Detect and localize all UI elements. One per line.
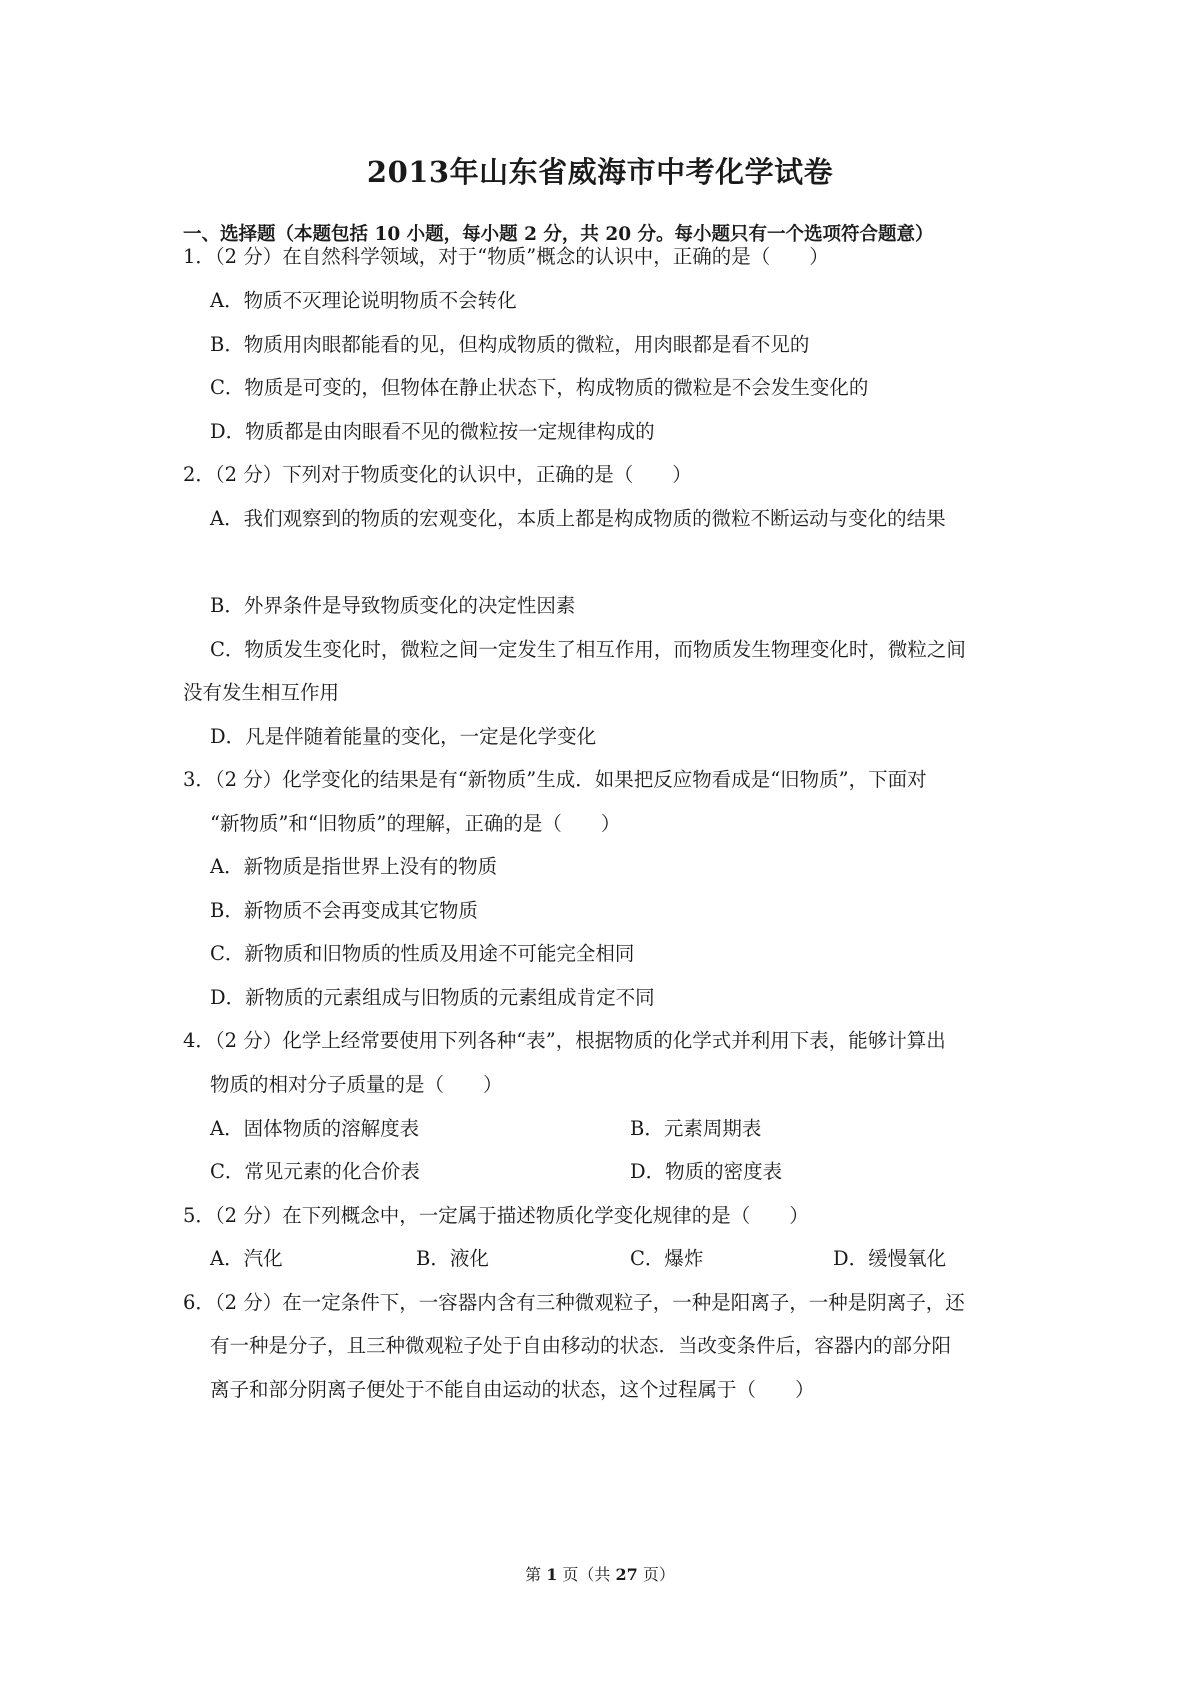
q3-option-c: C．新物质和旧物质的性质及用途不可能完全相同 bbox=[210, 942, 635, 965]
q1-option-d: D．物质都是由肉眼看不见的微粒按一定规律构成的 bbox=[210, 420, 655, 443]
q4-stem: 4．（2 分）化学上经常要使用下列各种“表”，根据物质的化学式并利用下表，能够计算出 bbox=[183, 1029, 946, 1052]
page-title: 2013年山东省威海市中考化学试卷 bbox=[366, 155, 834, 189]
q4-option-d: D．物质的密度表 bbox=[630, 1160, 783, 1183]
q4-option-c: C．常见元素的化合价表 bbox=[210, 1160, 420, 1183]
q2-option-a: A．我们观察到的物质的宏观变化，本质上都是构成物质的微粒不断运动与变化的结果 bbox=[210, 507, 946, 530]
q6-stem-line-3: 离子和部分阴离子便处于不能自由运动的状态，这个过程属于（ ） bbox=[210, 1378, 815, 1401]
footer-total-pages: 27 bbox=[615, 1565, 638, 1584]
q3-option-d: D．新物质的元素组成与旧物质的元素组成肯定不同 bbox=[210, 986, 655, 1009]
q4-option-a: A．固体物质的溶解度表 bbox=[210, 1117, 420, 1140]
q1-option-b: B．物质用肉眼都能看的见，但构成物质的微粒，用肉眼都是看不见的 bbox=[210, 333, 810, 356]
q5-option-a: A．汽化 bbox=[210, 1247, 283, 1270]
q2-option-d: D．凡是伴随着能量的变化，一定是化学变化 bbox=[210, 725, 597, 748]
section-heading: 一、选择题（本题包括 10 小题，每小题 2 分，共 20 分。每小题只有一个选项符合题意） bbox=[183, 224, 934, 245]
q2-option-b: B．外界条件是导致物质变化的决定性因素 bbox=[210, 594, 576, 617]
footer-middle: 页（共 bbox=[562, 1565, 611, 1584]
q2-option-c-continued: 没有发生相互作用 bbox=[183, 681, 340, 704]
q2-option-c: C．物质发生变化时，微粒之间一定发生了相互作用，而物质发生物理变化时，微粒之间 bbox=[210, 638, 966, 661]
q2-stem: 2．（2 分）下列对于物质变化的认识中，正确的是（ ） bbox=[183, 463, 692, 486]
page-footer bbox=[0, 1562, 1200, 1585]
q3-option-a: A．新物质是指世界上没有的物质 bbox=[210, 855, 498, 878]
q1-stem: 1．（2 分）在自然科学领域，对于“物质”概念的认识中，正确的是（ ） bbox=[183, 245, 829, 268]
q4-option-b: B．元素周期表 bbox=[630, 1117, 762, 1140]
q1-option-a: A．物质不灭理论说明物质不会转化 bbox=[210, 289, 517, 312]
footer-page-number: 1 bbox=[546, 1565, 558, 1584]
q3-stem: 3．（2 分）化学变化的结果是有“新物质”生成．如果把反应物看成是“旧物质”，下面对 bbox=[183, 768, 927, 791]
q5-option-b: B．液化 bbox=[416, 1247, 489, 1270]
q5-option-d: D．缓慢氧化 bbox=[833, 1247, 947, 1270]
q5-stem: 5．（2 分）在下列概念中，一定属于描述物质化学变化规律的是（ ） bbox=[183, 1204, 809, 1227]
q1-option-c: C．物质是可变的，但物体在静止状态下，构成物质的微粒是不会发生变化的 bbox=[210, 376, 869, 399]
q5-option-c: C．爆炸 bbox=[630, 1247, 704, 1270]
q3-option-b: B．新物质不会再变成其它物质 bbox=[210, 899, 478, 922]
q3-stem-continued: “新物质”和“旧物质”的理解，正确的是（ ） bbox=[210, 812, 621, 835]
q6-stem-line-2: 有一种是分子，且三种微观粒子处于自由移动的状态．当改变条件后，容器内的部分阳 bbox=[210, 1334, 952, 1357]
footer-prefix: 第 bbox=[525, 1565, 542, 1584]
q4-stem-continued: 物质的相对分子质量的是（ ） bbox=[210, 1073, 503, 1096]
footer-suffix: 页） bbox=[642, 1565, 675, 1584]
q6-stem: 6．（2 分）在一定条件下，一容器内含有三种微观粒子，一种是阳离子，一种是阴离子，还 bbox=[183, 1291, 965, 1314]
